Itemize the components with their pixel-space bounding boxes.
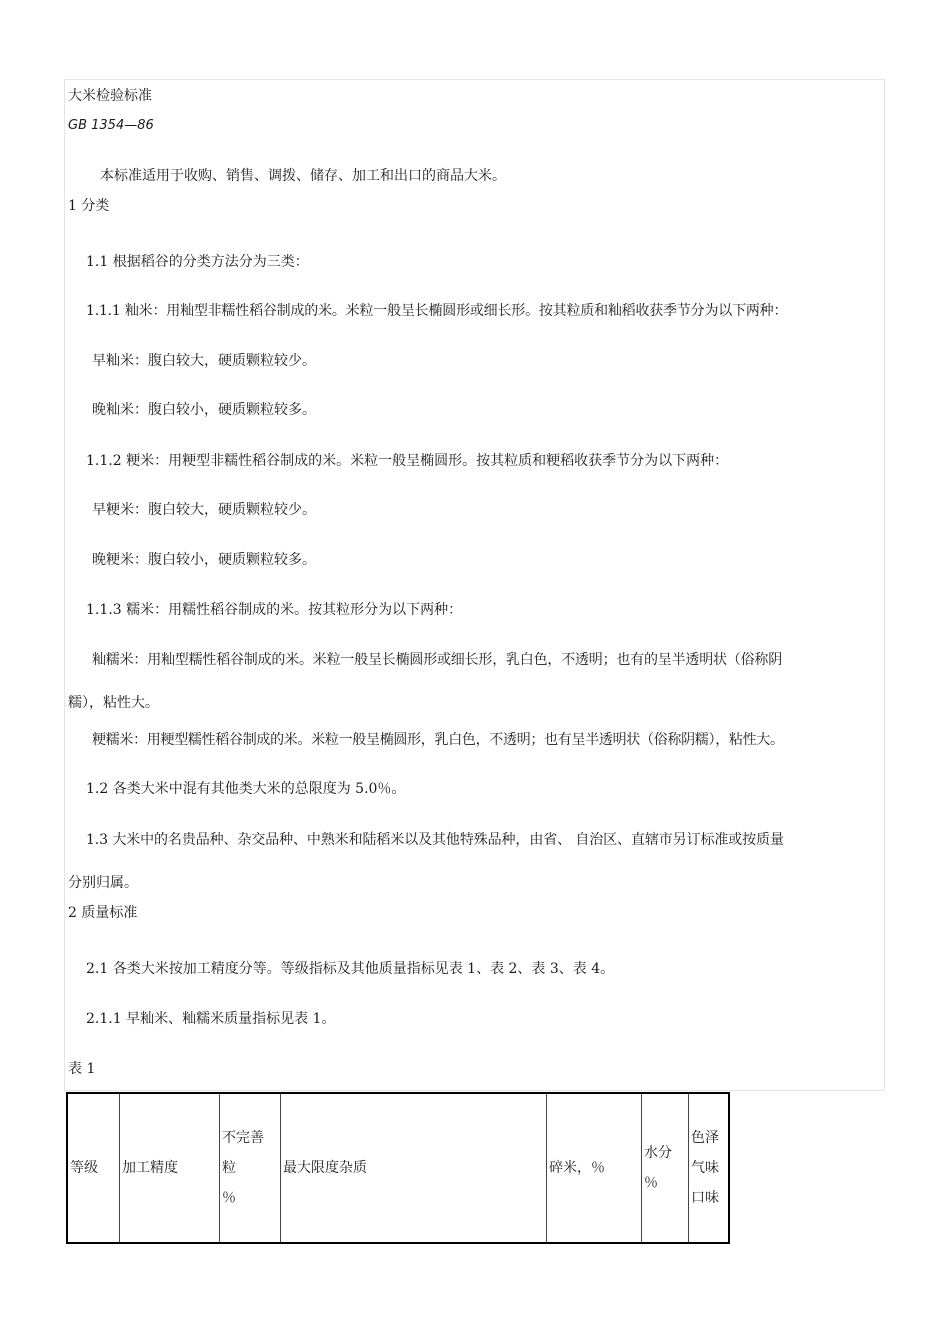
clause-1-3-line-2: 分别归属。 [68, 875, 138, 891]
clause-2-1: 2.1 各类大米按加工精度分等。等级指标及其他质量指标见表 1、表 2、表 3、表 4。 [86, 961, 615, 977]
clause-1-1-2: 1.1.2 粳米：用粳型非糯性稻谷制成的米。米粒一般呈椭圆形。按其粒质和粳稻收获季节分为以下两种： [86, 453, 729, 469]
early-japonica-rice: 早粳米：腹白较大，硬质颗粒较少。 [92, 502, 316, 518]
doc-title: 大米检验标准 [68, 88, 152, 104]
scope-paragraph: 本标准适用于收购、销售、调拨、储存、加工和出口的商品大米。 [100, 168, 506, 184]
header-imperfect-kernels: 不完善 粒 ％ [220, 1093, 281, 1243]
indica-glutinous-line-1: 籼糯米：用籼型糯性稻谷制成的米。米粒一般呈长椭圆形或细长形，乳白色，不透明；也有的呈半透明状（俗称阴 [92, 652, 782, 668]
header-grade: 等级 [67, 1093, 120, 1243]
japonica-glutinous: 粳糯米：用粳型糯性稻谷制成的米。米粒一般呈椭圆形，乳白色，不透明；也有呈半透明状（俗称阴糯），粘性大。 [92, 732, 784, 748]
header-max-impurity: 最大限度杂质 [281, 1093, 547, 1243]
late-japonica-rice: 晚粳米：腹白较小，硬质颗粒较多。 [92, 552, 316, 568]
table-header-row [67, 1093, 729, 1243]
table-1-caption: 表 1 [68, 1061, 96, 1077]
indica-glutinous-line-2: 糯），粘性大。 [68, 695, 159, 711]
header-broken-rice: 碎米，％ [547, 1093, 642, 1243]
clause-1-1-1: 1.1.1 籼米：用籼型非糯性稻谷制成的米。米粒一般呈长椭圆形或细长形。按其粒质和籼稻收获季节分为以下两种： [86, 303, 788, 319]
header-moisture: 水分 ％ [642, 1093, 689, 1243]
standard-code: GB 1354—86 [68, 118, 154, 133]
early-indica-rice: 早籼米：腹白较大，硬质颗粒较少。 [92, 353, 316, 369]
clause-2-1-1: 2.1.1 早籼米、籼糯米质量指标见表 1。 [86, 1011, 336, 1027]
header-color-odor-taste: 色泽 气味 口味 [689, 1093, 730, 1243]
clause-1-3-line-1: 1.3 大米中的名贵品种、杂交品种、中熟米和陆稻米以及其他特殊品种，由省、 自治区、直辖市另订标准或按质量 [86, 832, 784, 848]
clause-1-2: 1.2 各类大米中混有其他类大米的总限度为 5.0％。 [86, 781, 406, 797]
clause-1-1: 1.1 根据稻谷的分类方法分为三类： [86, 254, 309, 270]
header-processing-precision: 加工精度 [120, 1093, 220, 1243]
late-indica-rice: 晚籼米：腹白较小，硬质颗粒较多。 [92, 402, 316, 418]
clause-1-1-3: 1.1.3 糯米：用糯性稻谷制成的米。按其粒形分为以下两种： [86, 602, 463, 618]
quality-table-1 [66, 1092, 730, 1244]
section-1-heading: 1 分类 [68, 198, 110, 214]
section-2-heading: 2 质量标准 [68, 905, 138, 921]
page-frame [64, 79, 885, 1091]
